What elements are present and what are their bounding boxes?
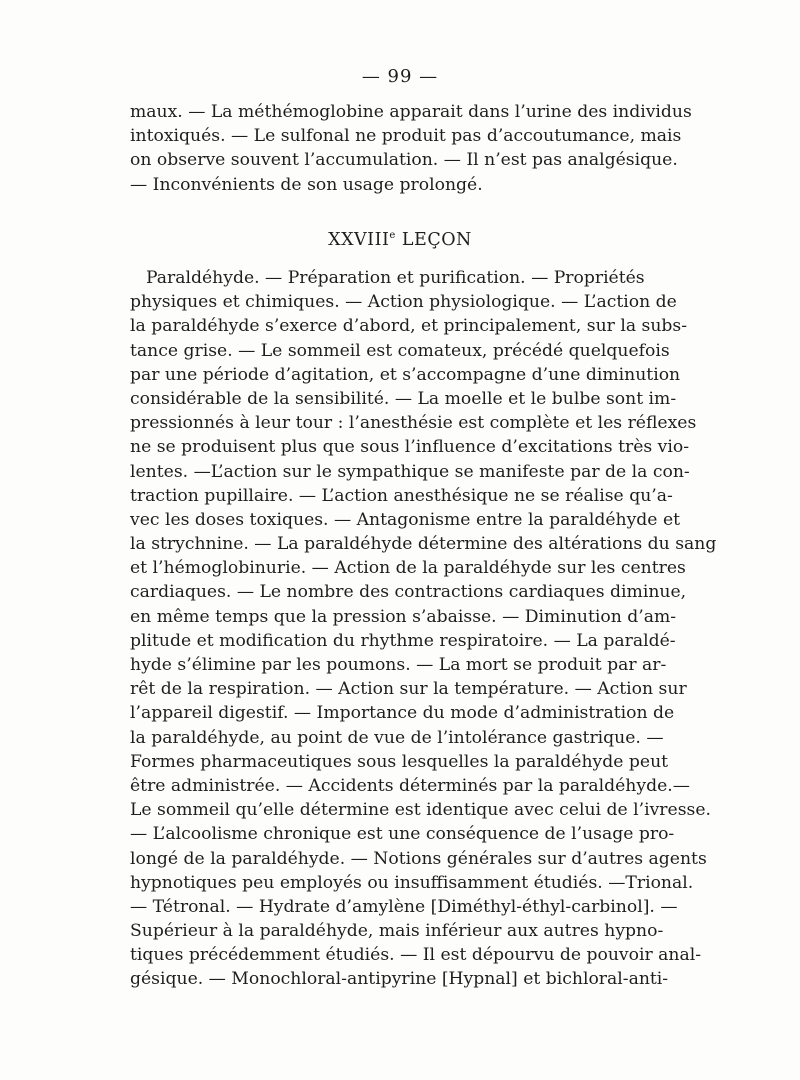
- text-line: physiques et chimiques. — Action physiologique. — L’action de: [130, 292, 677, 313]
- text-line: — Inconvénients de son usage prolongé.: [130, 174, 483, 195]
- text-line: et l’hémoglobinurie. — Action de la paraldéhyde sur les centres: [130, 558, 686, 579]
- text-line: Le sommeil qu’elle détermine est identique avec celui de l’ivresse.: [130, 800, 711, 821]
- lesson-word: LEÇON: [401, 230, 472, 250]
- lesson-paragraph: [130, 266, 717, 992]
- lesson-superscript: e: [389, 230, 396, 241]
- text-line: Supérieur à la paraldéhyde, mais inférieur aux autres hypno-: [130, 921, 664, 942]
- text-line: — L’alcoolisme chronique est une conséquence de l’usage pro-: [130, 824, 675, 845]
- page-number: — 99 —: [361, 66, 439, 87]
- text-line: la paraldéhyde s’exerce d’abord, et principalement, sur la subs-: [130, 316, 688, 337]
- text-line: en même temps que la pression s’abaisse. — Diminution d’am-: [130, 606, 677, 627]
- text-line: maux. — La méthémoglobine apparait dans l’urine des individus: [130, 102, 692, 122]
- text-line: tance grise. — Le sommeil est comateux, précédé quelquefois: [130, 340, 670, 361]
- text-line: être administrée. — Accidents déterminés par la paraldéhyde.—: [130, 775, 690, 796]
- text-line: rêt de la respiration. — Action sur la température. — Action sur: [130, 679, 687, 700]
- text-line: vec les doses toxiques. — Antagonisme entre la paraldéhyde et: [130, 509, 681, 530]
- text-line: par une période d’agitation, et s’accompagne d’une diminution: [130, 364, 681, 385]
- text-line: la strychnine. — La paraldéhyde détermine des altérations du sang: [130, 534, 717, 555]
- text-line: Formes pharmaceutiques sous lesquelles la paraldéhyde peut: [130, 751, 669, 772]
- text-line: traction pupillaire. — L’action anesthésique ne se réalise qu’a-: [130, 485, 673, 506]
- text-line: on observe souvent l’accumulation. — Il n’est pas analgésique.: [130, 150, 678, 171]
- text-line: ne se produisent plus que sous l’influence d’excitations très vio-: [130, 437, 690, 458]
- text-line: pressionnés à leur tour : l’anesthésie est complète et les réflexes: [130, 413, 697, 434]
- text-line: longé de la paraldéhyde. — Notions générales sur d’autres agents: [130, 848, 707, 869]
- text-line: plitude et modification du rhythme respiratoire. — La paraldé-: [130, 630, 676, 651]
- text-line: tiques précédemment étudiés. — Il est dépourvu de pouvoir anal-: [130, 945, 702, 966]
- text-line: l’appareil digestif. — Importance du mode d’administration de: [130, 703, 675, 724]
- text-line: Paraldéhyde. — Préparation et purification. — Propriétés: [146, 268, 645, 288]
- text-line: hyde s’élimine par les poumons. — La mort se produit par ar-: [130, 655, 667, 675]
- lesson-numeral: XXVIII: [328, 230, 390, 250]
- text-line: la paraldéhyde, au point de vue de l’intolérance gastrique. —: [130, 727, 664, 748]
- lesson-heading: [0, 230, 800, 250]
- text-line: considérable de la sensibilité. — La moelle et le bulbe sont im-: [130, 388, 677, 409]
- text-line: cardiaques. — Le nombre des contractions cardiaques diminue,: [130, 582, 687, 603]
- text-line: — Tétronal. — Hydrate d’amylène [Diméthyl-éthyl-carbinol]. —: [130, 896, 678, 917]
- text-line: gésique. — Monochloral-antipyrine [Hypnal] et bichloral-anti-: [130, 969, 669, 990]
- text-line: hypnotiques peu employés ou insuffisamment étudiés. —Trional.: [130, 872, 694, 893]
- intro-paragraph: [130, 100, 692, 197]
- text-line: intoxiqués. — Le sulfonal ne produit pas d’accoutumance, mais: [130, 126, 682, 147]
- text-line: lentes. —L’action sur le sympathique se manifeste par de la con-: [130, 461, 690, 482]
